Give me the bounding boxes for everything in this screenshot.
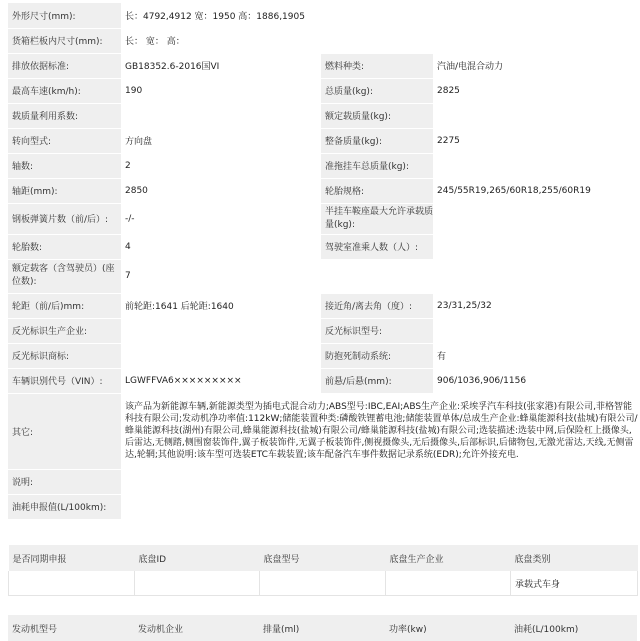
spec-value: 2275 — [433, 128, 639, 153]
spec-value: LGWFFVA6××××××××× — [121, 368, 321, 393]
spec-row-seats — [8, 259, 639, 293]
spec-row-vin — [8, 368, 639, 393]
spec-row-axles — [8, 153, 639, 178]
chassis-table — [8, 545, 638, 596]
spec-label: 说明: — [8, 469, 121, 494]
spec-label: 转向型式: — [8, 128, 121, 153]
spec-value: -/- — [121, 203, 321, 234]
table-cell — [260, 571, 386, 596]
spec-label: 车辆识别代号（VIN）: — [8, 368, 121, 393]
spec-label: 轮胎规格: — [321, 178, 433, 203]
spec-value: 方向盘 — [121, 128, 321, 153]
spec-value: GB18352.6-2016国VI — [121, 53, 321, 78]
table-row — [9, 571, 638, 596]
spec-value: 该产品为新能源车辆,新能源类型为插电式混合动力;ABS型号:IBC,EAI;ABS生产企业:采埃孚汽车科技(张家港)有限公司,菲格智能科技有限公司;发动机净功率值:112kW;储能装置种类:磷酸铁锂蓄电池;储能装置单体/总成生产企业:蜂巢能源科技(盐城)有限公司/蜂巢能源科技(湖州)有限公司,蜂巢能源科技(盐城)有限公司/蜂巢能源科技(盐城)有限公司;选装描述:选装中网,后保险杠上摄像头,后雷达,无侧踏,侧围窗装饰件,翼子板装饰件,无翼子板装饰件,侧视摄像头,无后摄像头,后部标识,后储物包,无激光雷达,天线,无侧雷达,轮辋;其他说明:该车型可选装ETC车载装置;该车配备汽车事件数据记录系统(EDR);允许外接充电. — [121, 393, 639, 469]
spec-value: 2850 — [121, 178, 321, 203]
column-header: 底盘生产企业 — [386, 545, 511, 571]
spec-label: 外形尺寸(mm): — [8, 3, 121, 28]
spec-label: 排放依据标准: — [8, 53, 121, 78]
spec-label: 准拖挂车总质量(kg): — [321, 153, 433, 178]
spec-table — [8, 3, 639, 520]
column-header: 油耗(L/100km) — [510, 615, 637, 641]
spec-row-steering — [8, 128, 639, 153]
spec-label: 反光标识型号: — [321, 318, 433, 343]
column-header: 发动机企业 — [134, 615, 259, 641]
table-cell — [135, 571, 260, 596]
spec-label: 总质量(kg): — [321, 78, 433, 103]
spec-label: 最高车速(km/h): — [8, 78, 121, 103]
spec-label: 额定载质量(kg): — [321, 103, 433, 128]
table-cell — [9, 571, 135, 596]
spec-label: 反光标识生产企业: — [8, 318, 121, 343]
spec-label: 燃料种类: — [321, 53, 433, 78]
spec-value: 前轮距:1641 后轮距:1640 — [121, 293, 321, 318]
column-header: 底盘ID — [135, 545, 260, 571]
spec-label: 前悬/后悬(mm): — [321, 368, 433, 393]
spec-value: 2 — [121, 153, 321, 178]
spec-value: 汽油/电混合动力 — [433, 53, 639, 78]
spec-value — [433, 203, 639, 234]
spec-row-load — [8, 103, 639, 128]
spec-value: 245/55R19,265/60R18,255/60R19 — [433, 178, 639, 203]
spec-value — [121, 469, 639, 494]
chassis-header-row — [9, 545, 638, 571]
spec-row-other — [8, 393, 639, 469]
spec-value: 23/31,25/32 — [433, 293, 639, 318]
spec-value: 2825 — [433, 78, 639, 103]
spec-row-leaf-springs — [8, 203, 639, 234]
spec-row-track — [8, 293, 639, 318]
spec-value — [121, 103, 321, 128]
table-cell — [386, 571, 511, 596]
column-header: 发动机型号 — [8, 615, 134, 641]
spec-label: 油耗申报值(L/100km): — [8, 494, 121, 519]
spec-value — [121, 494, 639, 519]
spec-label: 反光标识商标: — [8, 343, 121, 368]
spec-label: 轮距（前/后)mm: — [8, 293, 121, 318]
spec-label: 货箱栏板内尺寸(mm): — [8, 28, 121, 53]
spec-row-dimensions — [8, 3, 639, 28]
spec-row-wheelbase — [8, 178, 639, 203]
spec-value — [433, 103, 639, 128]
spec-row-speed — [8, 78, 639, 103]
spec-value: 190 — [121, 78, 321, 103]
spec-label: 额定载客（含驾驶员）(座位数): — [8, 259, 121, 293]
spec-value: 906/1036,906/1156 — [433, 368, 639, 393]
spec-label: 钢板弹簧片数（前/后）: — [8, 203, 121, 234]
column-header: 功率(kw) — [385, 615, 510, 641]
spec-label: 轴数: — [8, 153, 121, 178]
spec-label: 其它: — [8, 393, 121, 469]
spec-value — [121, 318, 321, 343]
spec-label: 轴距(mm): — [8, 178, 121, 203]
spec-value — [433, 234, 639, 259]
engine-table — [8, 615, 637, 641]
spec-label: 轮胎数: — [8, 234, 121, 259]
spec-label: 整备质量(kg): — [321, 128, 433, 153]
spec-label: 接近角/离去角（度）: — [321, 293, 433, 318]
column-header: 底盘类别 — [511, 545, 638, 571]
spec-label: 驾驶室准乘人数（人）: — [321, 234, 433, 259]
spec-value — [433, 153, 639, 178]
spec-value — [433, 318, 639, 343]
spec-value: 长：4792,4912 宽：1950 高：1886,1905 — [121, 3, 639, 28]
spec-row-reflector-brand — [8, 343, 639, 368]
spec-value: 7 — [121, 259, 639, 293]
spec-value: 4 — [121, 234, 321, 259]
spec-row-tires — [8, 234, 639, 259]
spec-value: 长： 宽： 高： — [121, 28, 639, 53]
column-header: 底盘型号 — [260, 545, 386, 571]
column-header: 排量(ml) — [259, 615, 385, 641]
table-cell: 承载式车身 — [511, 571, 638, 596]
spec-row-fuel-consumption — [8, 494, 639, 519]
spec-value — [121, 343, 321, 368]
spec-label: 防抱死制动系统: — [321, 343, 433, 368]
spec-row-notes — [8, 469, 639, 494]
spec-value: 有 — [433, 343, 639, 368]
column-header: 是否同期申报 — [9, 545, 135, 571]
spec-row-cargo-box — [8, 28, 639, 53]
spec-label: 载质量利用系数: — [8, 103, 121, 128]
spec-label: 半挂车鞍座最大允许承载质量(kg): — [321, 203, 433, 234]
spec-row-reflector-maker — [8, 318, 639, 343]
engine-header-row — [8, 615, 637, 641]
spec-row-emission — [8, 53, 639, 78]
